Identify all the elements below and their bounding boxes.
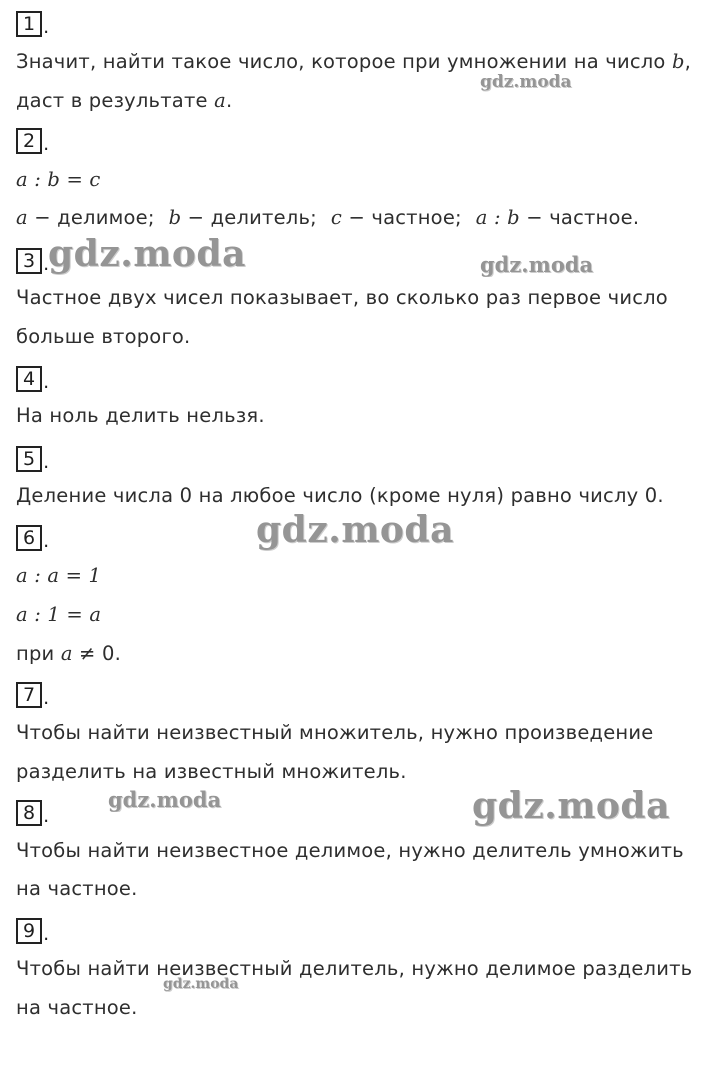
item3-line1: Частное двух чисел показывает, во сколько раз первое число xyxy=(16,286,668,309)
item-number-5: 5 . xyxy=(16,446,49,472)
item1-line1: Значит, найти такое число, которое при умножении на число b, xyxy=(16,50,692,73)
item2-definitions: a − делимое; b − делитель; c − частное; a : b − частное. xyxy=(16,206,640,229)
watermark: gdz.moda xyxy=(48,233,246,275)
watermark: gdz.moda xyxy=(163,976,239,992)
watermark: gdz.moda xyxy=(480,72,572,92)
watermark: gdz.moda xyxy=(108,787,222,812)
item7-line1: Чтобы найти неизвестный множитель, нужно произведение xyxy=(16,721,654,744)
item9-line2: на частное. xyxy=(16,996,138,1019)
item6-formula2: a : 1 = a xyxy=(16,603,102,626)
item-number-9: 9 . xyxy=(16,918,49,944)
item8-line1: Чтобы найти неизвестное делимое, нужно делитель умножить xyxy=(16,839,684,862)
item-number-8: 8 . xyxy=(16,800,49,826)
item-number-4: 4 . xyxy=(16,366,49,392)
item7-line2: разделить на известный множитель. xyxy=(16,760,407,783)
item-number-2: 2 . xyxy=(16,128,49,154)
item8-line2: на частное. xyxy=(16,877,138,900)
item6-condition: при a ≠ 0. xyxy=(16,642,121,665)
item-number-7: 7 . xyxy=(16,682,49,708)
watermark: gdz.moda xyxy=(472,785,670,827)
watermark: gdz.moda xyxy=(480,252,594,277)
item-number-1: 1 . xyxy=(16,11,49,37)
item6-formula1: a : a = 1 xyxy=(16,564,102,587)
watermark: gdz.moda xyxy=(256,509,454,551)
item4-text: На ноль делить нельзя. xyxy=(16,404,265,427)
item5-text: Деление числа 0 на любое число (кроме нуля) равно числу 0. xyxy=(16,484,664,507)
item-number-3: 3 . xyxy=(16,248,49,274)
item9-line1: Чтобы найти неизвестный делитель, нужно делимое разделить xyxy=(16,957,693,980)
item2-formula: a : b = c xyxy=(16,168,101,191)
item1-line2: даст в результате a. xyxy=(16,89,233,112)
item-number-6: 6 . xyxy=(16,525,49,551)
item3-line2: больше второго. xyxy=(16,325,191,348)
